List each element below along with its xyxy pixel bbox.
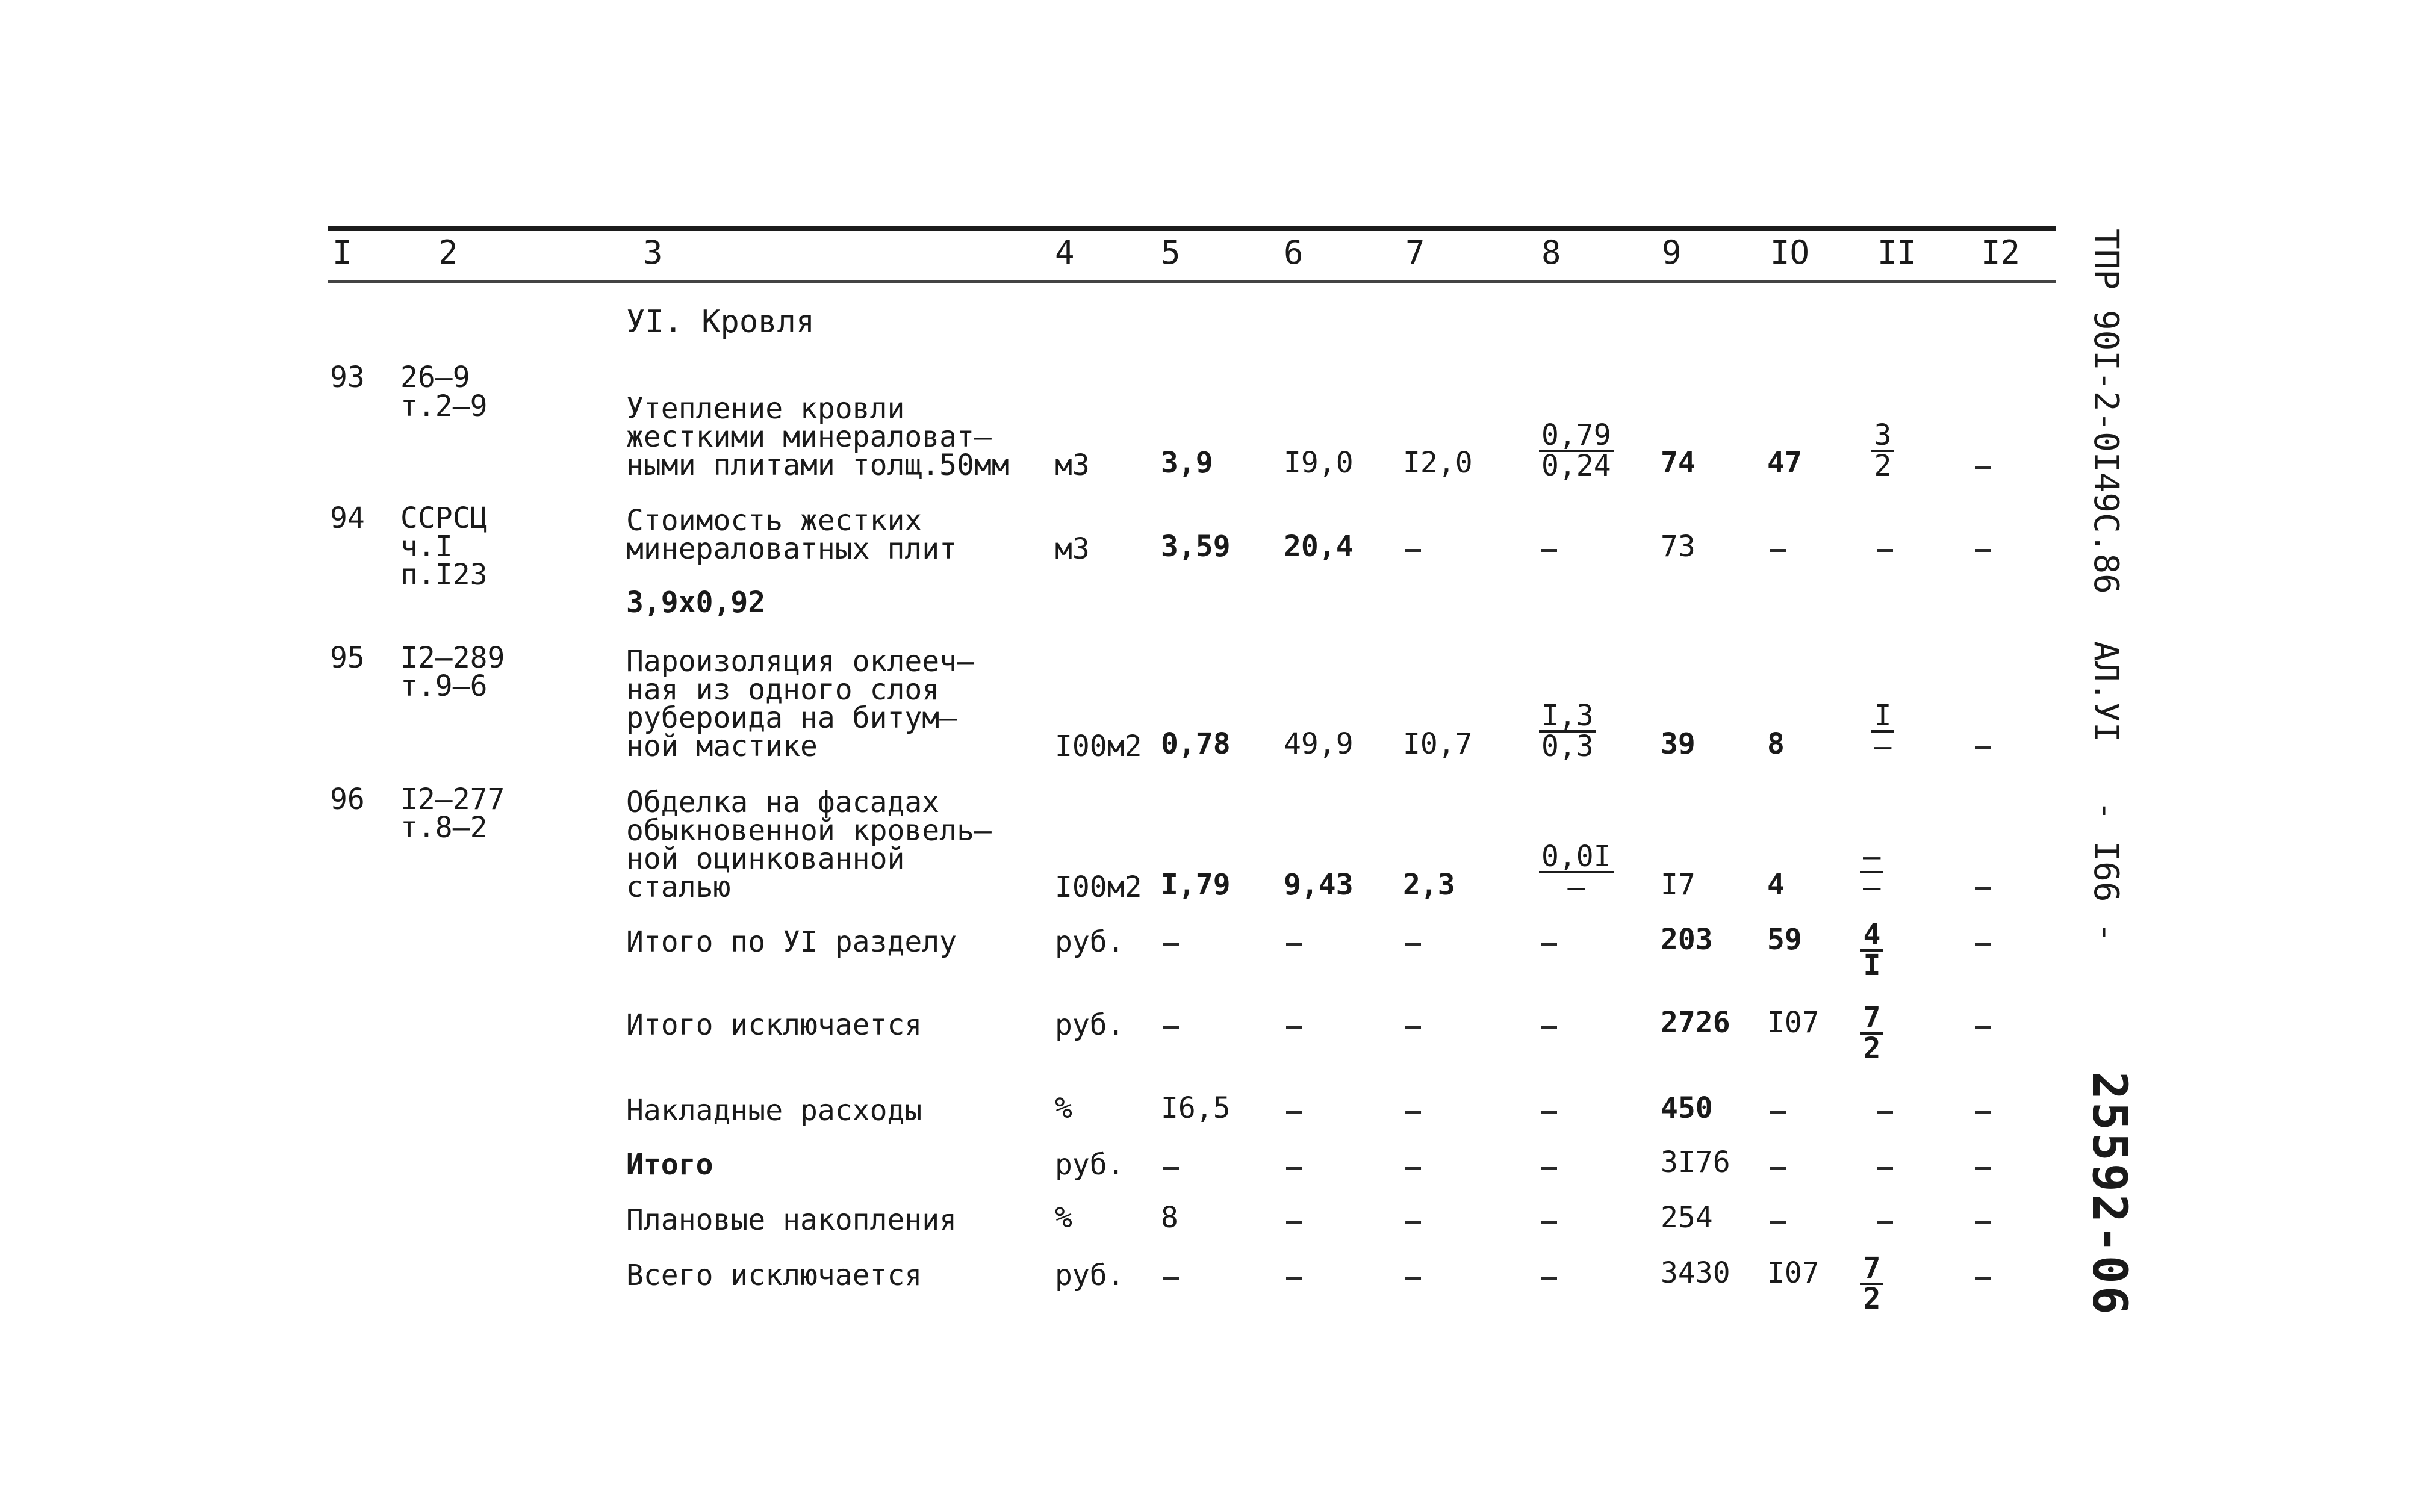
row-93-col8-fraction <box>1539 418 1614 483</box>
total-excluded-col12-dash <box>1975 1026 1991 1029</box>
row-94-col6: 20,4 <box>1284 530 1354 563</box>
row-93-col9: 74 <box>1661 446 1696 480</box>
row-96-col11-numerator: – <box>1860 843 1883 873</box>
grand-total-col5-dash <box>1163 1277 1179 1280</box>
planned-savings-col8-dash <box>1541 1221 1557 1224</box>
total-excluded-col11-numerator: 7 <box>1860 1004 1883 1035</box>
column-header-7: 7 <box>1405 234 1425 271</box>
row-95-code-line-2: т.9–6 <box>400 669 488 703</box>
total-excluded-col11-denominator: 2 <box>1863 1032 1881 1065</box>
row-96-col5: I,79 <box>1161 868 1231 902</box>
row-93-col10: 47 <box>1767 446 1802 480</box>
subtotal-unit: руб. <box>1055 1148 1125 1182</box>
row-93-col5: 3,9 <box>1161 446 1213 480</box>
row-96-desc-line-4: сталью <box>626 870 731 904</box>
row-93-code-line-2: т.2–9 <box>400 389 488 423</box>
row-94-col9: 73 <box>1661 530 1696 563</box>
overhead-col6-dash <box>1286 1111 1302 1114</box>
grand-total-unit: руб. <box>1055 1259 1125 1292</box>
margin-album-sheet: АЛ.УI <box>2086 641 2125 743</box>
row-95-col11-fraction <box>1871 699 1894 763</box>
row-95-col5: 0,78 <box>1161 727 1231 761</box>
row-95-col8-denominator: 0,3 <box>1541 730 1594 763</box>
total-section-col11-fraction <box>1860 918 1883 982</box>
row-95-desc-line-4: ной мастике <box>626 730 818 763</box>
row-95-code-line-1: I2–289 <box>400 641 505 675</box>
row-95-unit: I00м2 <box>1055 730 1142 763</box>
row-93-code-line-1: 26–9 <box>400 361 470 394</box>
grand-total-col12-dash <box>1975 1277 1991 1280</box>
row-95-desc-line-3: рубероида на битум– <box>626 701 957 735</box>
row-94-unit: м3 <box>1055 532 1090 566</box>
column-header-2: 2 <box>438 234 458 271</box>
overhead-col8-dash <box>1541 1111 1557 1114</box>
total-section-col11-numerator: 4 <box>1860 921 1883 952</box>
total-excluded-col10: I07 <box>1767 1006 1820 1040</box>
planned-savings-col6-dash <box>1286 1221 1302 1224</box>
column-header-12: I2 <box>1981 234 2021 271</box>
total-excluded-unit: руб. <box>1055 1008 1125 1042</box>
grand-total-label: Всего исключается <box>626 1259 922 1292</box>
row-94-col12-dash <box>1975 549 1991 552</box>
row-96-col12-dash <box>1975 887 1991 890</box>
row-96-col11-fraction <box>1860 840 1883 904</box>
subtotal-label: Итого <box>626 1148 713 1182</box>
section-title: УI. Кровля <box>626 304 815 340</box>
row-96-col6: 9,43 <box>1284 868 1354 902</box>
column-header-10: IO <box>1770 234 1810 271</box>
row-93-unit: м3 <box>1055 448 1090 482</box>
margin-project-code: ТПР 90I-2-0I49С.86 <box>2086 229 2125 594</box>
column-header-4: 4 <box>1055 234 1075 271</box>
planned-savings-col5: 8 <box>1161 1201 1178 1235</box>
total-excluded-label: Итого исключается <box>626 1008 922 1042</box>
row-93-col8-denominator: 0,24 <box>1541 449 1611 483</box>
planned-savings-col11-dash <box>1877 1221 1893 1224</box>
row-95-col11-denominator: – <box>1874 730 1892 763</box>
column-header-9: 9 <box>1662 234 1682 271</box>
total-section-col9: 203 <box>1661 923 1713 956</box>
total-section-col8-dash <box>1541 943 1557 946</box>
row-95-col8-numerator: I,3 <box>1539 702 1596 733</box>
row-95-number: 95 <box>330 641 365 675</box>
column-header-6: 6 <box>1284 234 1304 271</box>
row-95-col7: I0,7 <box>1403 727 1473 761</box>
header-bottom-rule <box>328 280 2056 283</box>
row-96-col11-denominator: – <box>1863 870 1881 904</box>
row-96-number: 96 <box>330 782 365 816</box>
margin-page-number: - I66 - <box>2086 801 2125 943</box>
row-94-col11-dash <box>1877 549 1893 552</box>
overhead-col9: 450 <box>1661 1091 1713 1125</box>
row-93-col7: I2,0 <box>1403 446 1473 480</box>
row-93-col6: I9,0 <box>1284 446 1354 480</box>
row-93-col11-numerator: 3 <box>1871 421 1894 452</box>
planned-savings-label: Плановые накопления <box>626 1203 957 1237</box>
overhead-unit: % <box>1055 1091 1072 1125</box>
row-94-col5: 3,59 <box>1161 530 1231 563</box>
row-95-col10: 8 <box>1767 727 1785 761</box>
column-header-5: 5 <box>1161 234 1181 271</box>
row-95-col12-dash <box>1975 746 1991 749</box>
row-93-number: 93 <box>330 361 365 394</box>
row-94-code-line-2: ч.I <box>400 530 453 563</box>
column-header-8: 8 <box>1541 234 1561 271</box>
overhead-col10-dash <box>1770 1111 1786 1114</box>
total-section-col7-dash <box>1405 943 1421 946</box>
subtotal-col5-dash <box>1163 1167 1179 1170</box>
row-96-col10: 4 <box>1767 868 1785 902</box>
grand-total-col10: I07 <box>1767 1256 1820 1290</box>
subtotal-col11-dash <box>1877 1167 1893 1170</box>
subtotal-col12-dash <box>1975 1167 1991 1170</box>
overhead-col7-dash <box>1405 1111 1421 1114</box>
subtotal-col6-dash <box>1286 1167 1302 1170</box>
row-95-col6: 49,9 <box>1284 727 1354 761</box>
total-section-unit: руб. <box>1055 925 1125 959</box>
subtotal-col7-dash <box>1405 1167 1421 1170</box>
overhead-col11-dash <box>1877 1111 1893 1114</box>
row-94-desc-line-2: минераловатных плит <box>626 532 957 566</box>
grand-total-col11-fraction <box>1860 1251 1883 1316</box>
row-96-desc-line-2: обыкновенной кровель– <box>626 814 992 847</box>
row-93-desc-line-2: жесткими минераловат– <box>626 420 992 454</box>
total-section-col12-dash <box>1975 943 1991 946</box>
overhead-col12-dash <box>1975 1111 1991 1114</box>
total-excluded-col5-dash <box>1163 1026 1179 1029</box>
subtotal-col9: 3I76 <box>1661 1145 1730 1179</box>
row-95-desc-line-2: ная из одного слоя <box>626 673 940 707</box>
row-96-desc-line-3: ной оцинкованной <box>626 842 905 876</box>
row-95-col9: 39 <box>1661 727 1696 761</box>
row-96-col8-numerator: 0,0I <box>1539 843 1614 873</box>
row-94-code-line-3: п.I23 <box>400 558 488 592</box>
row-96-col8-denominator: – <box>1567 870 1585 904</box>
row-94-desc-line-1: Стоимость жестких <box>626 504 922 538</box>
column-header-1: I <box>332 234 352 271</box>
total-excluded-col8-dash <box>1541 1026 1557 1029</box>
row-94-formula: 3,9х0,92 <box>626 586 766 619</box>
total-excluded-col11-fraction <box>1860 1001 1883 1065</box>
planned-savings-col10-dash <box>1770 1221 1786 1224</box>
overhead-label: Накладные расходы <box>626 1094 922 1127</box>
row-93-desc-line-1: Утепление кровли <box>626 392 905 426</box>
total-section-label: Итого по УI разделу <box>626 925 957 959</box>
table-top-rule <box>328 226 2056 231</box>
row-96-code-line-2: т.8–2 <box>400 811 488 844</box>
total-excluded-col9: 2726 <box>1661 1006 1730 1040</box>
planned-savings-col7-dash <box>1405 1221 1421 1224</box>
margin-inventory-number: 25592-06 <box>2082 1071 2136 1317</box>
subtotal-col10-dash <box>1770 1167 1786 1170</box>
total-excluded-col7-dash <box>1405 1026 1421 1029</box>
total-section-col6-dash <box>1286 943 1302 946</box>
planned-savings-unit: % <box>1055 1201 1072 1235</box>
grand-total-col7-dash <box>1405 1277 1421 1280</box>
row-94-number: 94 <box>330 501 365 535</box>
row-96-col8-fraction <box>1539 840 1614 904</box>
row-96-unit: I00м2 <box>1055 870 1142 904</box>
row-94-code-line-1: ССРСЦ <box>400 501 488 535</box>
total-section-col5-dash <box>1163 943 1179 946</box>
row-95-col8-fraction <box>1539 699 1596 763</box>
row-93-col8-numerator: 0,79 <box>1539 421 1614 452</box>
planned-savings-col9: 254 <box>1661 1201 1713 1235</box>
grand-total-col11-numerator: 7 <box>1860 1254 1883 1285</box>
total-excluded-col6-dash <box>1286 1026 1302 1029</box>
grand-total-col9: 3430 <box>1661 1256 1730 1290</box>
row-93-col11-denominator: 2 <box>1874 449 1892 483</box>
row-94-col10-dash <box>1770 549 1786 552</box>
row-96-col7: 2,3 <box>1403 868 1455 902</box>
planned-savings-col12-dash <box>1975 1221 1991 1224</box>
row-96-col9: I7 <box>1661 868 1696 902</box>
row-95-desc-line-1: Пароизоляция оклееч– <box>626 645 974 678</box>
row-96-code-line-1: I2–277 <box>400 782 505 816</box>
row-95-col11-numerator: I <box>1871 702 1894 733</box>
overhead-col5: I6,5 <box>1161 1091 1231 1125</box>
grand-total-col11-denominator: 2 <box>1863 1282 1881 1316</box>
total-section-col11-denominator: I <box>1863 949 1881 982</box>
row-93-desc-line-3: ными плитами толщ.50мм <box>626 448 1009 482</box>
row-96-desc-line-1: Обделка на фасадах <box>626 785 940 819</box>
row-94-col7-dash <box>1405 549 1421 552</box>
row-94-col8-dash <box>1541 549 1557 552</box>
total-section-col10: 59 <box>1767 923 1802 956</box>
grand-total-col8-dash <box>1541 1277 1557 1280</box>
row-93-col12-dash <box>1975 466 1991 469</box>
column-header-3: 3 <box>643 234 663 271</box>
column-header-11: II <box>1877 234 1917 271</box>
row-93-col11-fraction <box>1871 418 1894 483</box>
subtotal-col8-dash <box>1541 1167 1557 1170</box>
grand-total-col6-dash <box>1286 1277 1302 1280</box>
